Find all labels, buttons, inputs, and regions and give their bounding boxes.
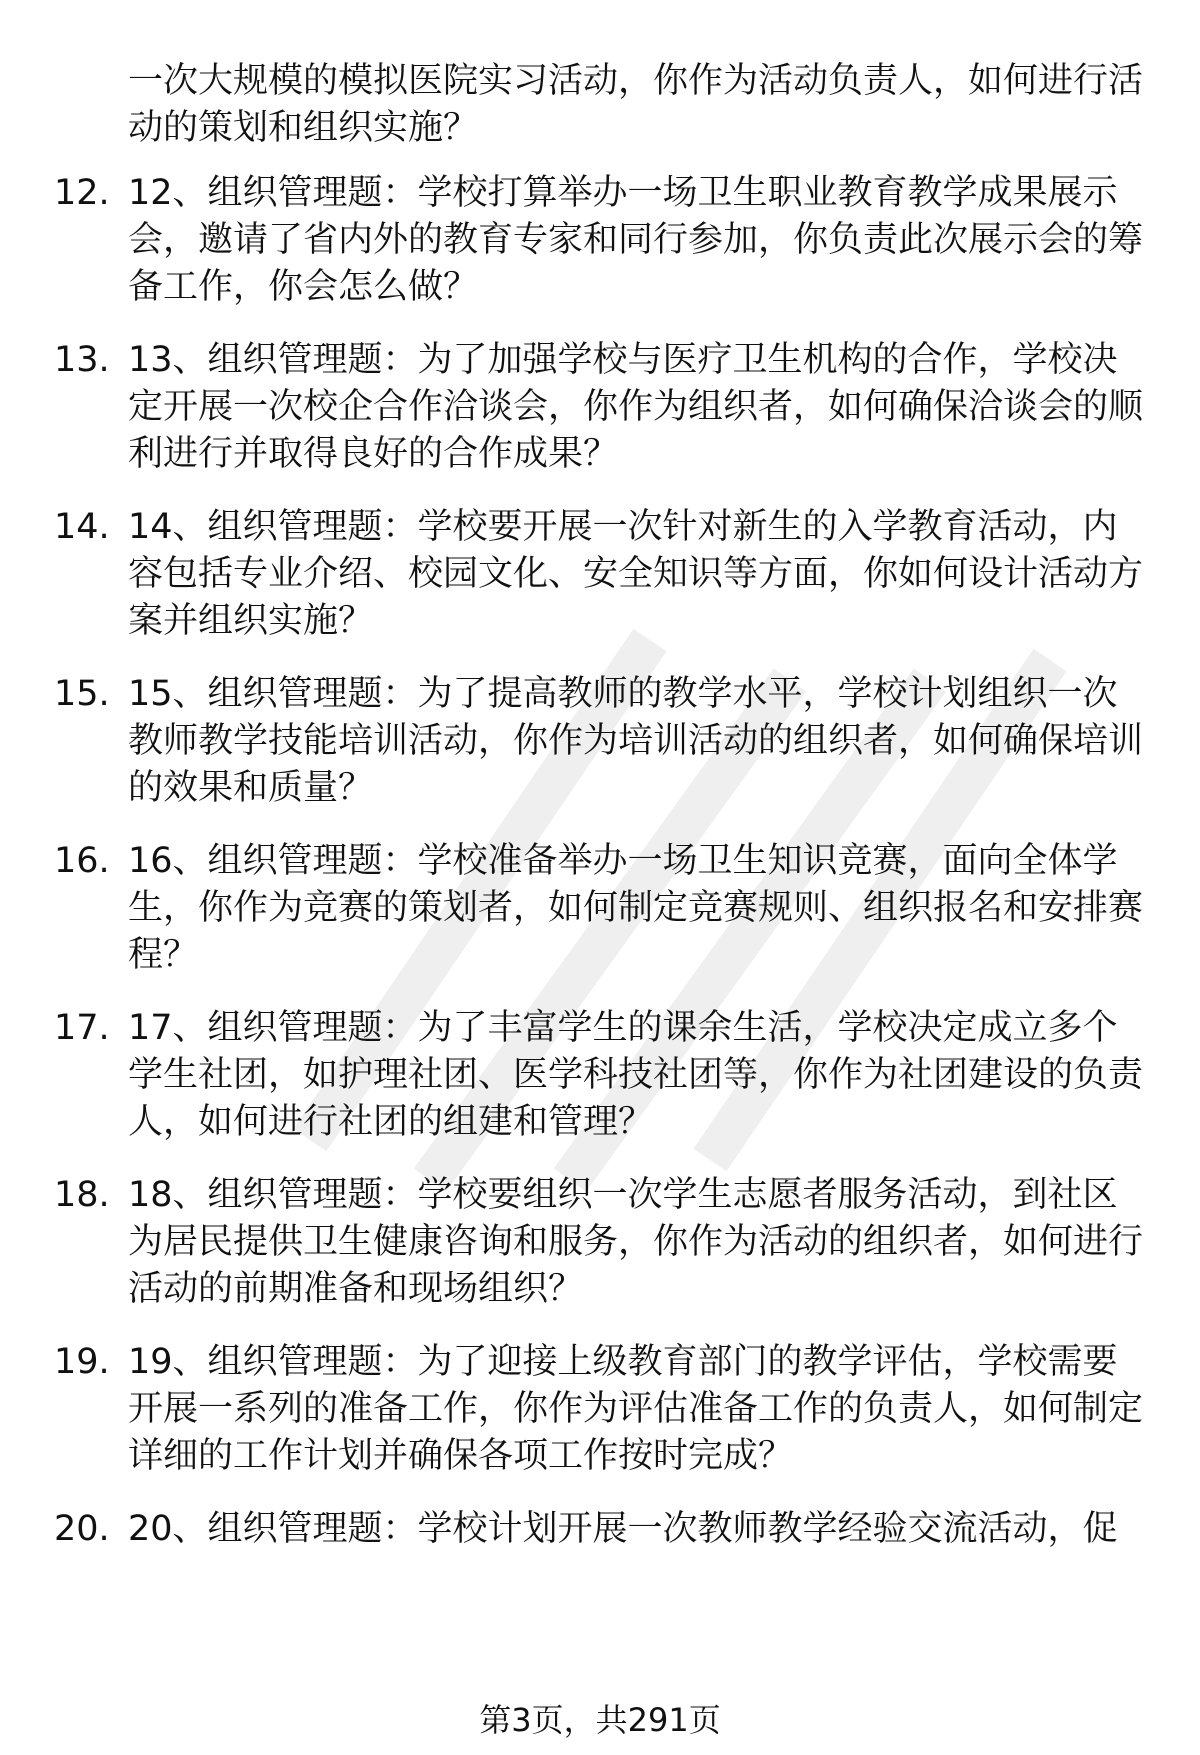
question-text: 14、组织管理题：学校要开展一次针对新生的入学教育活动，内容包括专业介绍、校园文化、安全知识等方面，你如何设计活动方案并组织实施？ [128, 507, 1144, 641]
question-number: 18. [54, 1175, 110, 1215]
question-text: 19、组织管理题：为了迎接上级教育部门的教学评估，学校需要开展一系列的准备工作，你作为评估准备工作的负责人，如何制定详细的工作计划并确保各项工作按时完成？ [128, 1342, 1144, 1476]
page-footer: 第3页，共291页 [479, 1701, 721, 1739]
question-number: 17. [54, 1008, 110, 1048]
question-number: 12. [54, 173, 110, 213]
question-text: 18、组织管理题：学校要组织一次学生志愿者服务活动，到社区为居民提供卫生健康咨询和服务，你作为活动的组织者，如何进行活动的前期准备和现场组织？ [128, 1175, 1144, 1309]
question-text: 15、组织管理题：为了提高教师的教学水平，学校计划组织一次教师教学技能培训活动，你作为培训活动的组织者，如何确保培训的效果和质量？ [128, 674, 1144, 808]
question-text: 16、组织管理题：学校准备举办一场卫生知识竞赛，面向全体学生，你作为竞赛的策划者，如何制定竞赛规则、组织报名和安排赛程？ [128, 841, 1144, 975]
question-number: 13. [54, 340, 110, 380]
question-text: 12、组织管理题：学校打算举办一场卫生职业教育教学成果展示会，邀请了省内外的教育专家和同行参加，你负责此次展示会的筹备工作，你会怎么做？ [128, 173, 1144, 307]
continued-question-text: 一次大规模的模拟医院实习活动，你作为活动负责人，如何进行活动的策划和组织实施？ [128, 61, 1144, 148]
question-text: 13、组织管理题：为了加强学校与医疗卫生机构的合作，学校决定开展一次校企合作洽谈会，你作为组织者，如何确保洽谈会的顺利进行并取得良好的合作成果？ [128, 340, 1144, 474]
question-text: 17、组织管理题：为了丰富学生的课余生活，学校决定成立多个学生社团，如护理社团、医学科技社团等，你作为社团建设的负责人，如何进行社团的组建和管理？ [128, 1008, 1144, 1142]
question-number: 20. [54, 1509, 110, 1549]
question-number: 16. [54, 841, 110, 881]
question-text: 20、组织管理题：学校计划开展一次教师教学经验交流活动，促 [128, 1509, 1118, 1549]
question-number: 15. [54, 674, 110, 714]
question-number: 19. [54, 1342, 110, 1382]
question-number: 14. [54, 507, 110, 547]
